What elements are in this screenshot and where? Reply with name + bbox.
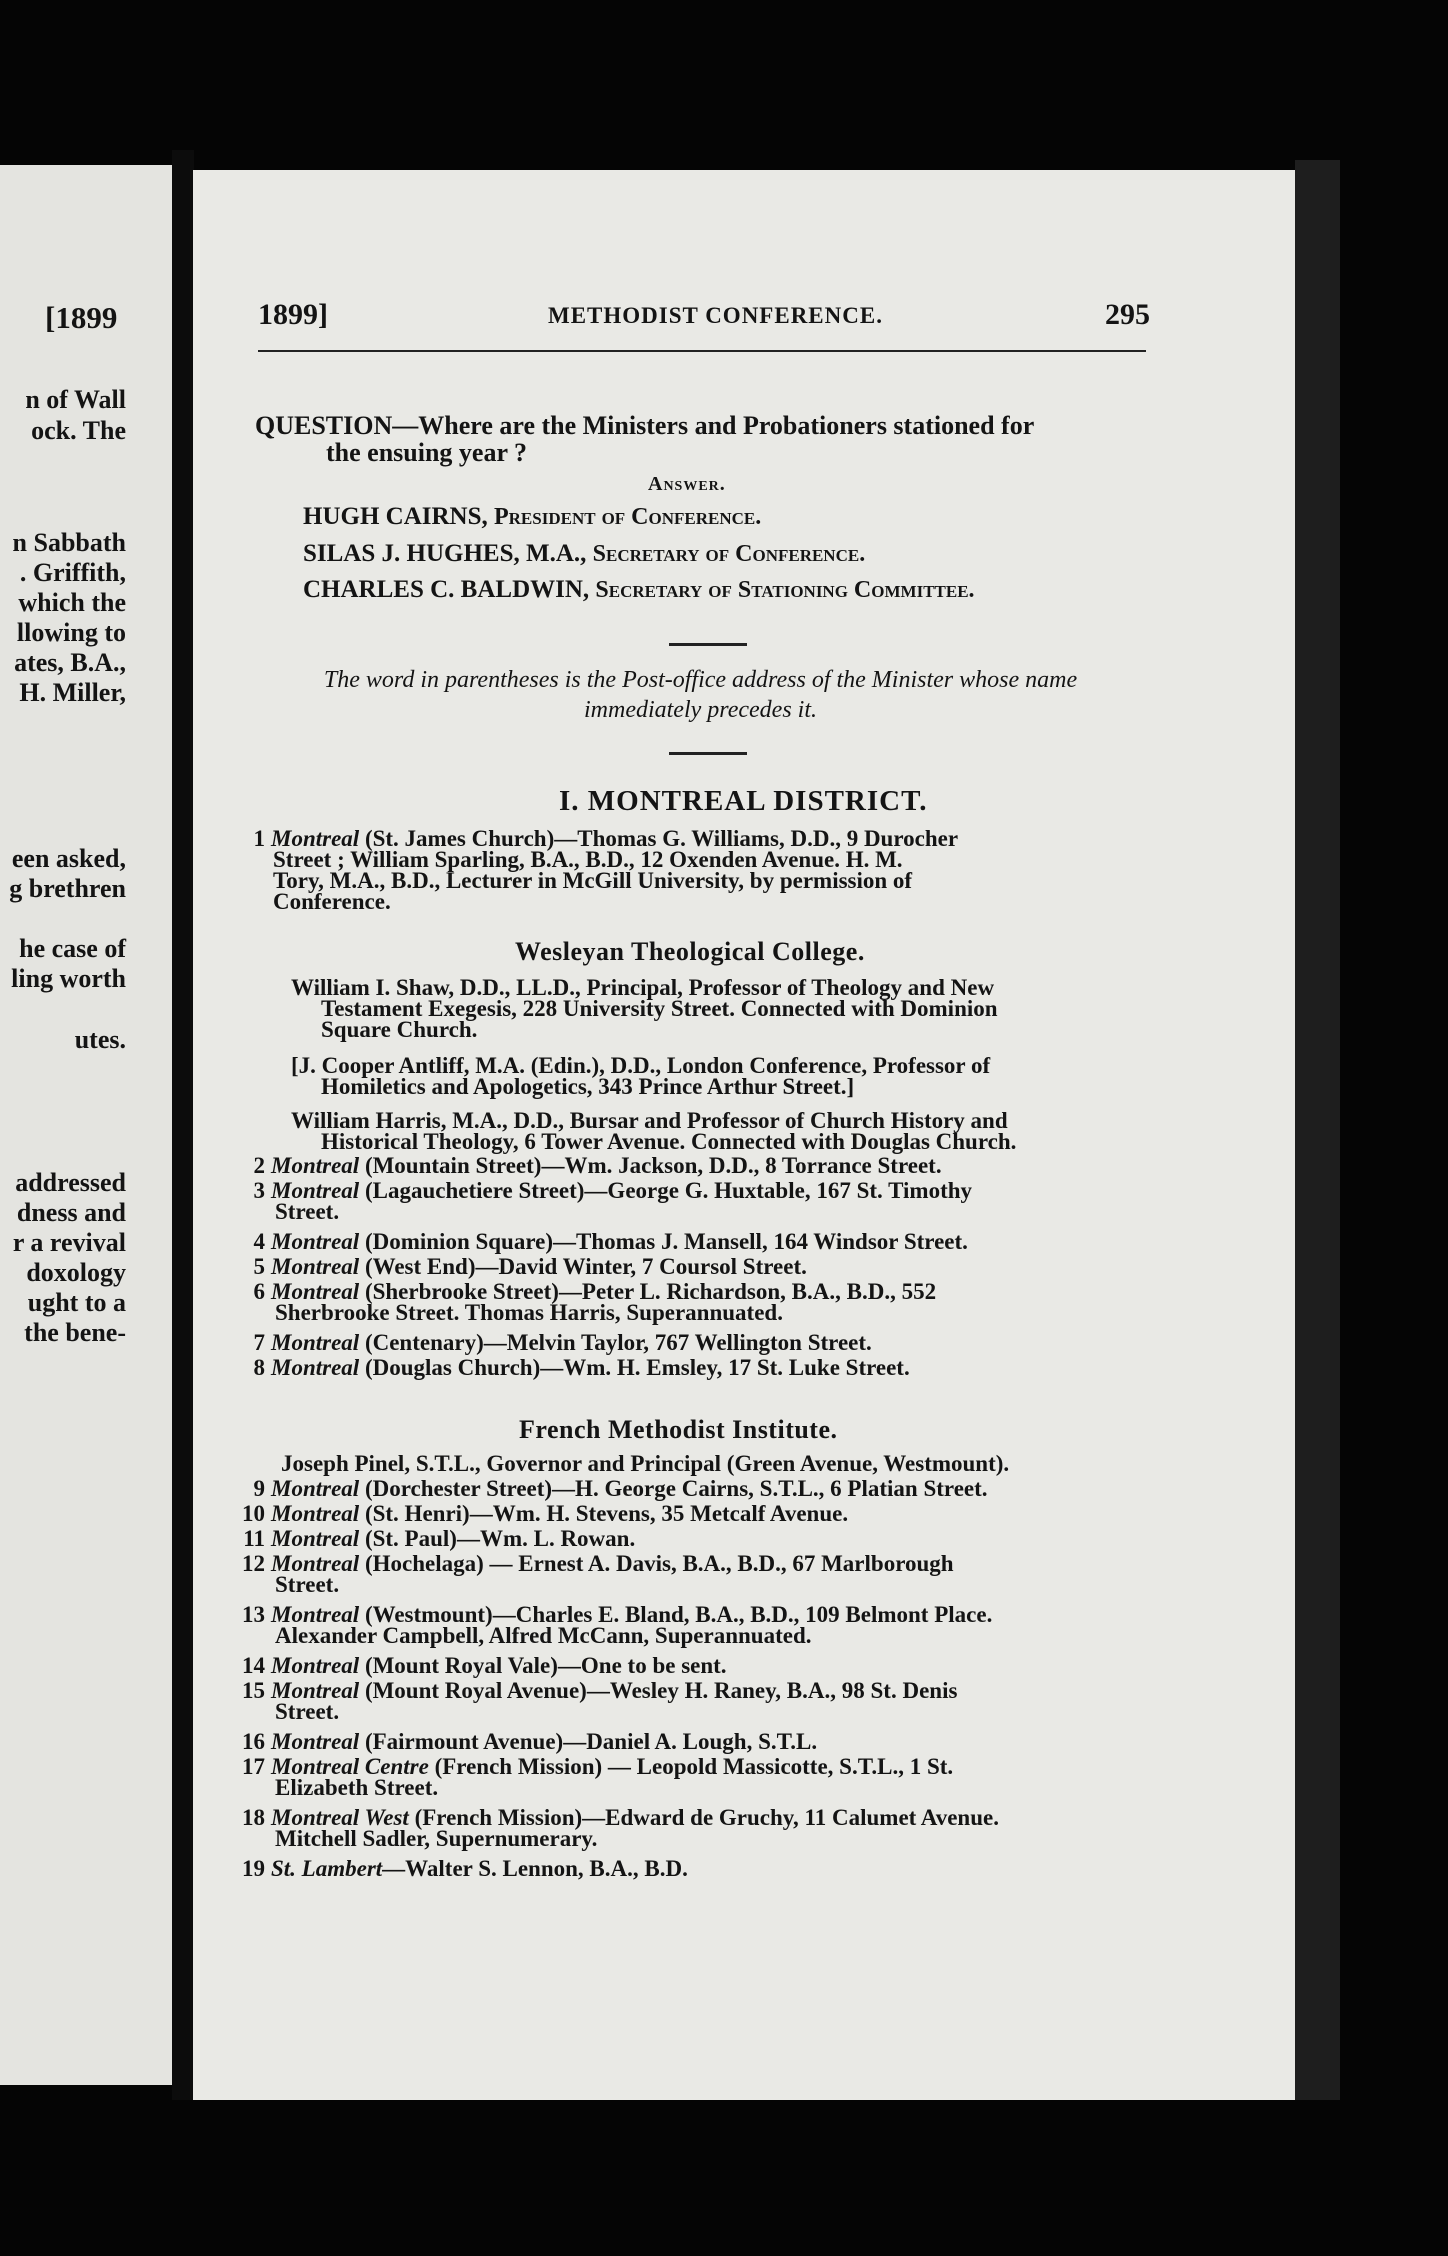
entry-text: William Harris, M.A., D.D., Bursar and Professor of Church History and [291,1108,1008,1133]
left-page-line: dness and [16,1198,126,1227]
left-page-line: utes. [74,1025,126,1054]
entry-number: 6 [253,1279,265,1304]
station-entry-6 [241,1281,1156,1323]
entry-number: 17 [242,1754,265,1779]
entry-place: Montreal [271,1254,360,1279]
entry-number: 8 [253,1355,265,1380]
entry-number: 10 [242,1501,265,1526]
entry-number: 2 [253,1153,265,1178]
entry-place: Montreal [271,1678,360,1703]
station-entry-18 [241,1807,1156,1849]
entry-text: Alexander Campbell, Alfred McCann, Superannuated. [275,1623,812,1648]
section-title-wesleyan: Wesleyan Theological College. [515,937,865,966]
institute-governor [281,1453,1186,1474]
entry-text: (French Mission)—Edward de Gruchy, 11 Calumet Avenue. [408,1805,999,1830]
entry-text: (Mountain Street)—Wm. Jackson, D.D., 8 Torrance Street. [359,1153,942,1178]
entry-place: Montreal [271,1279,360,1304]
question-line-2: the ensuing year ? [326,438,528,467]
entry-text: (St. Paul)—Wm. L. Rowan. [359,1526,636,1551]
book-page [193,170,1295,2100]
left-page-line: H. Miller, [19,678,126,707]
entry-place: Montreal [271,1330,360,1355]
station-entry-7 [241,1332,1156,1353]
entry-text: (Douglas Church)—Wm. H. Emsley, 17 St. Luke Street. [359,1355,910,1380]
entry-text: (St. Henri)—Wm. H. Stevens, 35 Metcalf Avenue. [359,1501,849,1526]
officer-role: Secretary of Conference. [592,541,866,567]
station-entry-5 [241,1256,1156,1277]
entry-number: 18 [242,1805,265,1830]
running-head-year: 1899] [258,298,328,331]
question [255,412,1155,466]
entry-text: (Dominion Square)—Thomas J. Mansell, 164 Windsor Street. [359,1229,968,1254]
entry-place: St. Lambert [271,1856,383,1881]
answer-label [648,473,726,496]
entry-text: William I. Shaw, D.D., LL.D., Principal, Professor of Theology and New [291,975,995,1000]
entry-place: Montreal West [271,1805,409,1830]
station-entry-19 [241,1858,1156,1879]
officer-stationing-secretary [303,576,975,604]
station-entry-8 [241,1357,1156,1378]
entry-text: Historical Theology, 6 Tower Avenue. Connected with Douglas Church. [321,1129,1017,1154]
entry-text: Street. [275,1199,340,1224]
divider-rule [669,643,747,646]
left-page-line: he case of [19,934,126,963]
entry-place: Montreal [271,1501,360,1526]
entry-text: (Lagauchetiere Street)—George G. Huxtable, 167 St. Timothy [359,1178,973,1203]
left-page-line: ock. The [31,416,126,445]
left-page-line: addressed [15,1168,126,1197]
entry-number: 4 [253,1229,265,1254]
entry-text: (West End)—David Winter, 7 Coursol Street. [359,1254,807,1279]
entry-text: (Mount Royal Vale)—One to be sent. [359,1653,727,1678]
station-entry-10 [241,1503,1156,1524]
entry-text: Homiletics and Apologetics, 343 Prince Arthur Street.] [321,1074,855,1099]
entry-text: Elizabeth Street. [275,1775,439,1800]
station-entry-11 [241,1528,1156,1549]
question-line-1: QUESTION—Where are the Ministers and Probationers stationed for [255,411,1035,440]
entry-text: Street. [275,1572,340,1597]
station-entry-16 [241,1731,1156,1752]
section-title-french: French Methodist Institute. [519,1415,838,1444]
college-staff-harris [291,1110,1196,1152]
divider-rule [669,752,747,755]
entry-place: Montreal [271,1229,360,1254]
station-entry-12 [241,1553,1156,1595]
left-page-line: llowing to [16,618,126,647]
entry-text: Testament Exegesis, 228 University Street. Connected with Dominion [321,996,998,1021]
officer-secretary [303,540,865,568]
entry-text: (Sherbrooke Street)—Peter L. Richardson, B.A., B.D., 552 [359,1279,937,1304]
officer-role: President of Conference. [494,504,762,530]
entry-text: Joseph Pinel, S.T.L., Governor and Principal (Green Avenue, Westmount). [281,1451,1010,1476]
entry-number: 15 [242,1678,265,1703]
left-page-line: doxology [26,1258,126,1287]
left-page-line: g brethren [9,874,126,903]
left-page-line: n Sabbath [12,528,126,557]
station-entry-14 [241,1655,1156,1676]
entry-number: 5 [253,1254,265,1279]
station-entry-13 [241,1604,1156,1646]
entry-place: Montreal [271,1653,360,1678]
officer-name: SILAS J. HUGHES, M.A., [303,540,587,567]
left-page-line: r a revival [12,1228,126,1257]
left-page-line: een asked, [11,844,126,873]
entry-place: Montreal [271,1153,360,1178]
officer-role: Secretary of Stationing Committee. [595,577,975,603]
entry-text: Square Church. [321,1017,478,1042]
station-entry-15 [241,1680,1156,1722]
station-entry-2 [241,1155,1156,1176]
station-entry-1 [241,828,1156,912]
header-rule [258,350,1146,352]
page-edge-shadow [1295,160,1340,2100]
left-page-header: [1899 [45,300,118,335]
entry-text: (Centenary)—Melvin Taylor, 767 Wellington Street. [359,1330,872,1355]
entry-text: Street. [275,1699,340,1724]
entry-number: 19 [242,1856,265,1881]
entry-place: Montreal [271,1551,360,1576]
station-entry-3 [241,1180,1156,1222]
entry-text: Mitchell Sadler, Supernumerary. [275,1826,598,1851]
entry-text: (Hochelaga) — Ernest A. Davis, B.A., B.D., 67 Marlborough [359,1551,954,1576]
entry-text: (St. James Church)—Thomas G. Williams, D.D., 9 Durocher [359,826,959,851]
officer-president [303,503,761,531]
entry-place: Montreal [271,1178,360,1203]
station-entry-4 [241,1231,1156,1252]
parentheses-note [253,665,1148,725]
book-gutter [172,150,194,2100]
left-page-line: ates, B.A., [14,648,126,677]
entry-text: (French Mission) — Leopold Massicotte, S.T.L., 1 St. [428,1754,954,1779]
college-staff-shaw [291,977,1196,1040]
left-page-line: ught to a [27,1288,126,1317]
officer-name: CHARLES C. BALDWIN, [303,576,590,603]
entry-number: 14 [242,1653,265,1678]
entry-text: (Westmount)—Charles E. Bland, B.A., B.D., 109 Belmont Place. [359,1602,993,1627]
entry-place: Montreal [271,1602,360,1627]
entry-number: 7 [253,1330,265,1355]
page-number: 295 [1105,298,1150,331]
entry-text: (Mount Royal Avenue)—Wesley H. Raney, B.A., 98 St. Denis [359,1678,958,1703]
running-head-title: METHODIST CONFERENCE. [548,303,883,328]
entry-number: 9 [253,1476,265,1501]
entry-number: 13 [242,1602,265,1627]
entry-text: Street ; William Sparling, B.A., B.D., 12 Oxenden Avenue. H. M. [273,847,903,872]
entry-text: Conference. [273,889,391,914]
entry-text: Tory, M.A., B.D., Lecturer in McGill University, by permission of [273,868,913,893]
district-title: I. MONTREAL DISTRICT. [559,785,928,817]
answer-label-text: Answer. [648,473,726,495]
entry-place: Montreal [271,1526,360,1551]
entry-number: 1 [253,826,265,851]
left-page-line: . Griffith, [19,558,126,587]
entry-place: Montreal [271,1476,360,1501]
entry-text: (Fairmount Avenue)—Daniel A. Lough, S.T.L. [359,1729,818,1754]
note-line-1: The word in parentheses is the Post-office address of the Minister whose name [323,667,1078,693]
entry-text: [J. Cooper Antliff, M.A. (Edin.), D.D., London Conference, Professor of [291,1053,991,1078]
station-entry-9 [241,1478,1156,1499]
left-page-line: which the [18,588,126,617]
entry-number: 3 [253,1178,265,1203]
entry-place: Montreal [271,1355,360,1380]
note-line-2: immediately precedes it. [583,697,818,723]
officer-name: HUGH CAIRNS, [303,503,488,530]
entry-place: Montreal [271,1729,360,1754]
station-entry-17 [241,1756,1156,1798]
entry-number: 12 [242,1551,265,1576]
entry-text: —Walter S. Lennon, B.A., B.D. [382,1856,688,1881]
entry-text: (Dorchester Street)—H. George Cairns, S.T.L., 6 Platian Street. [359,1476,988,1501]
left-page-line: n of Wall [25,385,126,414]
left-page-line: the bene- [24,1318,126,1347]
entry-place: Montreal Centre [271,1754,429,1779]
college-staff-antliff [291,1055,1196,1097]
entry-place: Montreal [271,826,360,851]
entry-number: 11 [243,1526,265,1551]
entry-text: Sherbrooke Street. Thomas Harris, Superannuated. [275,1300,783,1325]
left-facing-page [0,165,172,2085]
entry-number: 16 [242,1729,265,1754]
left-page-line: ling worth [11,964,126,993]
